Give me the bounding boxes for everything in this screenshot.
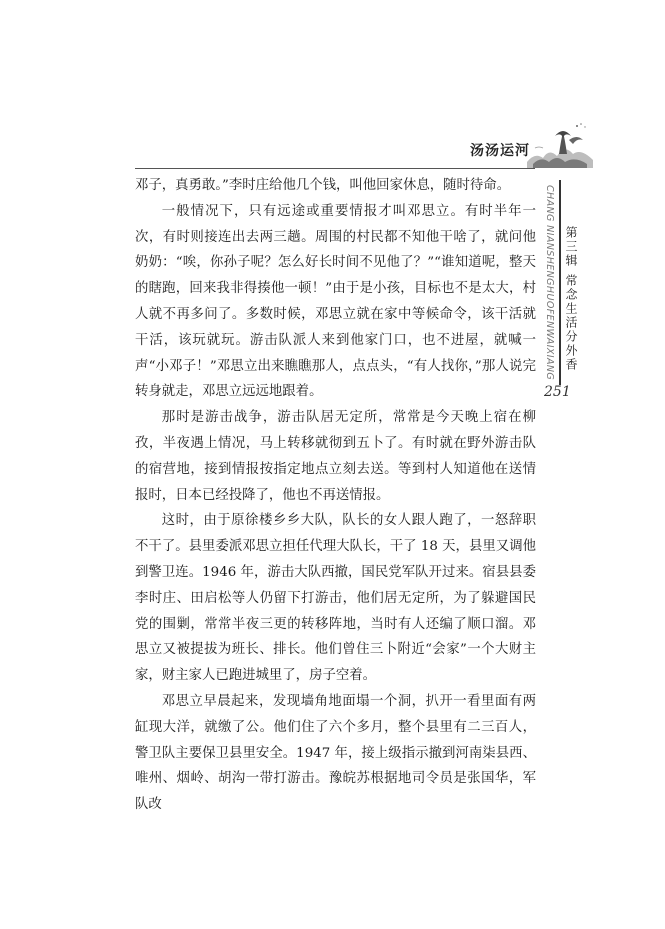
running-header-title: 汤汤运河 <box>470 143 530 159</box>
paragraph: 这时，由于原徐楼乡乡大队，队长的女人跟人跑了，一怒辞职不干了。县里委派邓思立担任代理大队长，干了 18 天，县里又调他到警卫连。1946 年，游击大队西撤，国民党军队开过来。宿县县委李时庄、田启松等人仍留下打游击，他们居无定所，为了躲避国民党的围剿，常常半夜三更的转移阵地，当时有人还编了顺口溜。邓思立又被提拔为班长、排长。他们曾住三卜附近“会家”一个大财主家，财主家人已跑进城里了，房子空着。 <box>135 513 536 684</box>
paragraph: 邓思立早晨起来，发现墙角地面塌一个洞，扒开一看里面有两缸现大洋，就缴了公。他们住了六个多月，整个县里有二三百人，警卫队主要保卫县里安全。1947 年，接上级指示撤到河南柒县西、唯州、烟岭、胡沟一带打游击。豫皖苏根据地司令员是张国华，军队改 <box>135 693 536 813</box>
paragraph: 那时是游击战争，游击队居无定所，常常是今天晚上宿在柳孜，半夜遇上情况，马上转移就彻到五卜了。有时就在野外游击队的宿营地，接到情报按指定地点立刻去送。等到村人知道他在送情报时，日本已经投降了，他也不再送情报。 <box>135 410 536 503</box>
body-text <box>135 173 536 818</box>
ink-landscape-illustration <box>525 118 595 170</box>
header-rule <box>135 168 535 169</box>
paragraph: 一般情况下，只有远途或重要情报才叫邓思立。有时半年一次，有时则接连出去两三趟。周围的村民都不知他干啥了，就问他奶奶：“唉，你孙子呢？怎么好长时间不见他了？”“谁知道呢，整天的瞎跑，回来我非得揍他一顿！”由于是小孩，目标也不是太大，村人就不再多问了。多数时候，邓思立就在家中等候命令，该干活就干活，该玩就玩。游击队派人来到他家门口，也不进屋，就喊一声“小邓子！”邓思立出来瞧瞧那人，点点头，“有人找你，”那人说完转身就走，邓思立远远地跟着。 <box>135 203 536 400</box>
paragraph: 邓子，真勇敢。”李时庄给他几个钱，叫他回家休息，随时待命。 <box>135 178 511 193</box>
sidebar-series-title: 第三辑 常念生活分外香 <box>564 226 578 372</box>
sidebar-rule <box>559 180 561 385</box>
sidebar-pinyin: CHANG NIANSHENGHUOFENWAIXIANG <box>544 185 555 381</box>
page-number: 251 <box>544 384 571 400</box>
